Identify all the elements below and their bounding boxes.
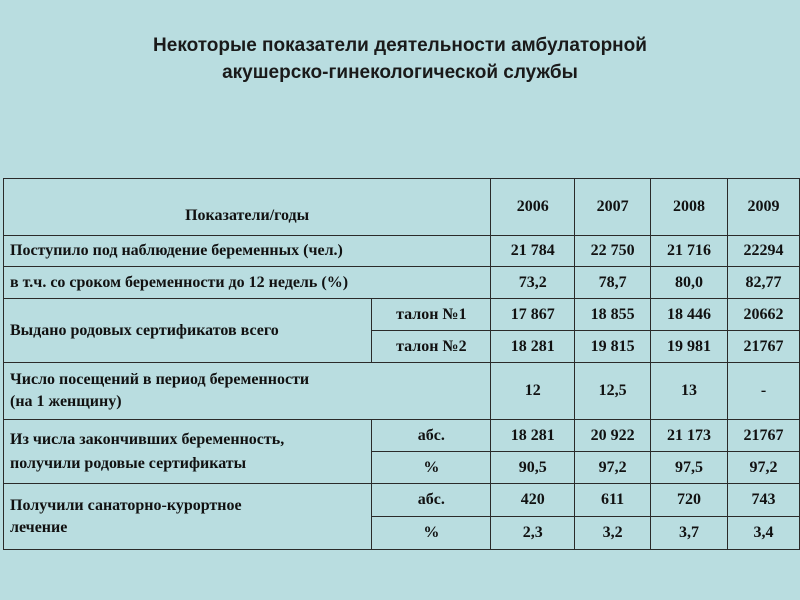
table-row <box>4 363 800 420</box>
row-label-line: Получили санаторно-курортное <box>10 496 242 514</box>
row-sublabel: талон №1 <box>372 299 491 331</box>
header-year-2006: 2006 <box>491 179 575 236</box>
table-cell: 90,5 <box>491 452 575 484</box>
header-row <box>4 179 800 236</box>
table-cell: 22294 <box>728 236 800 267</box>
row-label-line: Число посещений в период беременности <box>10 371 310 388</box>
table-cell: 3,7 <box>651 517 728 550</box>
table-cell: 18 446 <box>651 299 728 331</box>
row-label <box>4 484 372 550</box>
table-cell: 18 855 <box>575 299 651 331</box>
table-cell: 21767 <box>728 420 800 452</box>
row-sublabel: талон №2 <box>372 331 491 363</box>
table-cell: 2,3 <box>491 517 575 550</box>
title-line-1: Некоторые показатели деятельности амбулаторной <box>153 35 647 56</box>
row-label: в т.ч. со сроком беременности до 12 недель (%) <box>4 267 491 299</box>
row-label-line: лечение <box>10 518 68 536</box>
table-cell: 18 281 <box>491 331 575 363</box>
page-title <box>0 32 800 86</box>
table-row <box>4 236 800 267</box>
table-cell: 22 750 <box>575 236 651 267</box>
table-cell: 420 <box>491 484 575 517</box>
table-cell: 20 922 <box>575 420 651 452</box>
table-cell: 3,4 <box>728 517 800 550</box>
table-row <box>4 267 800 299</box>
table-cell: 720 <box>651 484 728 517</box>
table-cell: 13 <box>651 363 728 420</box>
table-cell: 21767 <box>728 331 800 363</box>
table-cell: 17 867 <box>491 299 575 331</box>
table-cell: 80,0 <box>651 267 728 299</box>
row-sublabel: абс. <box>372 420 491 452</box>
table-cell: 743 <box>728 484 800 517</box>
indicators-table <box>3 178 800 550</box>
table-cell: 78,7 <box>575 267 651 299</box>
row-sublabel: абс. <box>372 484 491 517</box>
row-label-line: (на 1 женщину) <box>10 393 122 410</box>
row-label: Поступило под наблюдение беременных (чел.) <box>4 236 491 267</box>
row-label-line: получили родовые сертификаты <box>10 454 247 472</box>
row-sublabel: % <box>372 452 491 484</box>
row-sublabel: % <box>372 517 491 550</box>
table-cell: 73,2 <box>491 267 575 299</box>
table-cell: 19 815 <box>575 331 651 363</box>
table-row <box>4 299 800 331</box>
header-label: Показатели/годы <box>4 179 491 236</box>
row-label <box>4 420 372 484</box>
header-year-2009: 2009 <box>728 179 800 236</box>
table-cell: 97,2 <box>575 452 651 484</box>
table-cell: 19 981 <box>651 331 728 363</box>
header-year-2007: 2007 <box>575 179 651 236</box>
table-cell: 97,2 <box>728 452 800 484</box>
table-cell: 18 281 <box>491 420 575 452</box>
header-year-2008: 2008 <box>651 179 728 236</box>
table-cell: 21 173 <box>651 420 728 452</box>
table-cell: 21 716 <box>651 236 728 267</box>
table-cell: 3,2 <box>575 517 651 550</box>
row-label <box>4 363 491 420</box>
table-cell: 82,77 <box>728 267 800 299</box>
row-label-line: Из числа закончивших беременность, <box>10 430 285 448</box>
table-cell: 12 <box>491 363 575 420</box>
table-cell: 97,5 <box>651 452 728 484</box>
table-cell: 21 784 <box>491 236 575 267</box>
title-line-2: акушерско-гинекологической службы <box>222 62 578 83</box>
table-cell: 611 <box>575 484 651 517</box>
table-cell: - <box>728 363 800 420</box>
table-row <box>4 484 800 517</box>
table-cell: 20662 <box>728 299 800 331</box>
row-label: Выдано родовых сертификатов всего <box>4 299 372 363</box>
table-cell: 12,5 <box>575 363 651 420</box>
table-row <box>4 420 800 452</box>
